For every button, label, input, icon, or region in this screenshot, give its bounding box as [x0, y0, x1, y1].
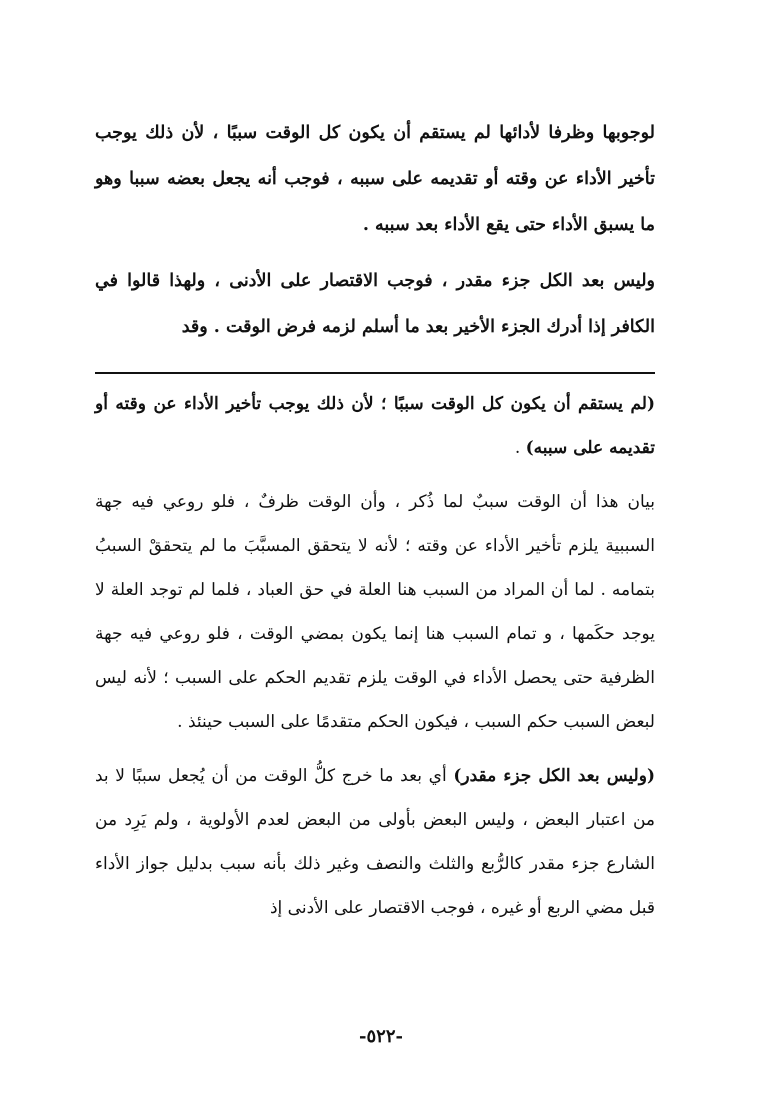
main-text-paragraph: وليس بعد الكل جزء مقدر ، فوجب الاقتصار على الأدنى ، ولهذا قالوا في الكافر إذا أدرك الجزء الأخير بعد ما أسلم لزمه فرض الوقت . وقد [95, 271, 655, 337]
commentary-paragraph [95, 382, 655, 470]
separator-line [95, 372, 655, 374]
main-text-paragraph: لوجوبها وظرفا لأدائها لم يستقم أن يكون كل الوقت سببًا ، لأن ذلك يوجب تأخير الأداء عن وقته أو تقديمه على سببه ، فوجب أنه يجعل بعضه سببا وهو ما يسبق الأداء حتى يقع الأداء بعد سببه . [95, 123, 655, 235]
commentary-paragraph [95, 754, 655, 930]
commentary-text: أي بعد ما خرج كلُّ الوقت من أن يُجعل سببًا لا بد من اعتبار البعض ، وليس البعض بأولى من البعض لعدم الأولوية ، ولم يَرِد من الشارع جزء مقدر كالرُّبع والثلث والنصف وغير ذلك بأنه سبب بدليل جواز الأداء قبل مضي الربع أو غيره ، فوجب الاقتصار على الأدنى إذ [95, 766, 655, 918]
quoted-text: (وليس بعد الكل جزء مقدر) [453, 766, 655, 786]
page-number: -٥٢٢- [359, 1026, 403, 1047]
main-text [95, 110, 655, 350]
quoted-text: (لم يستقم أن يكون كل الوقت سببًا ؛ لأن ذلك يوجب تأخير الأداء عن وقته أو تقديمه على سببه) [95, 394, 655, 458]
commentary-text: . [514, 438, 526, 458]
commentary [95, 382, 655, 930]
page-body [95, 110, 655, 930]
commentary-paragraph: بيان هذا أن الوقت سببٌ لما ذُكر ، وأن الوقت ظرفٌ ، فلو روعي فيه جهة السببية يلزم تأخير الأداء عن وقته ؛ لأنه لا يتحقق المسبَّبَ ما لم يتحققْ السببُ بتمامه . لما أن المراد من السبب هنا العلة في حق العباد ، فلما لم توجد العلة لا يوجد حكَمها ، و تمام السبب هنا إنما يكون بمضي الوقت ، فلو روعي فيه جهة الظرفية حتى يحصل الأداء في الوقت يلزم تقديم الحكم على السبب ؛ لأنه ليس لبعض السبب حكم السبب ، فيكون الحكم متقدمًا على السبب حينئذ . [95, 492, 655, 732]
